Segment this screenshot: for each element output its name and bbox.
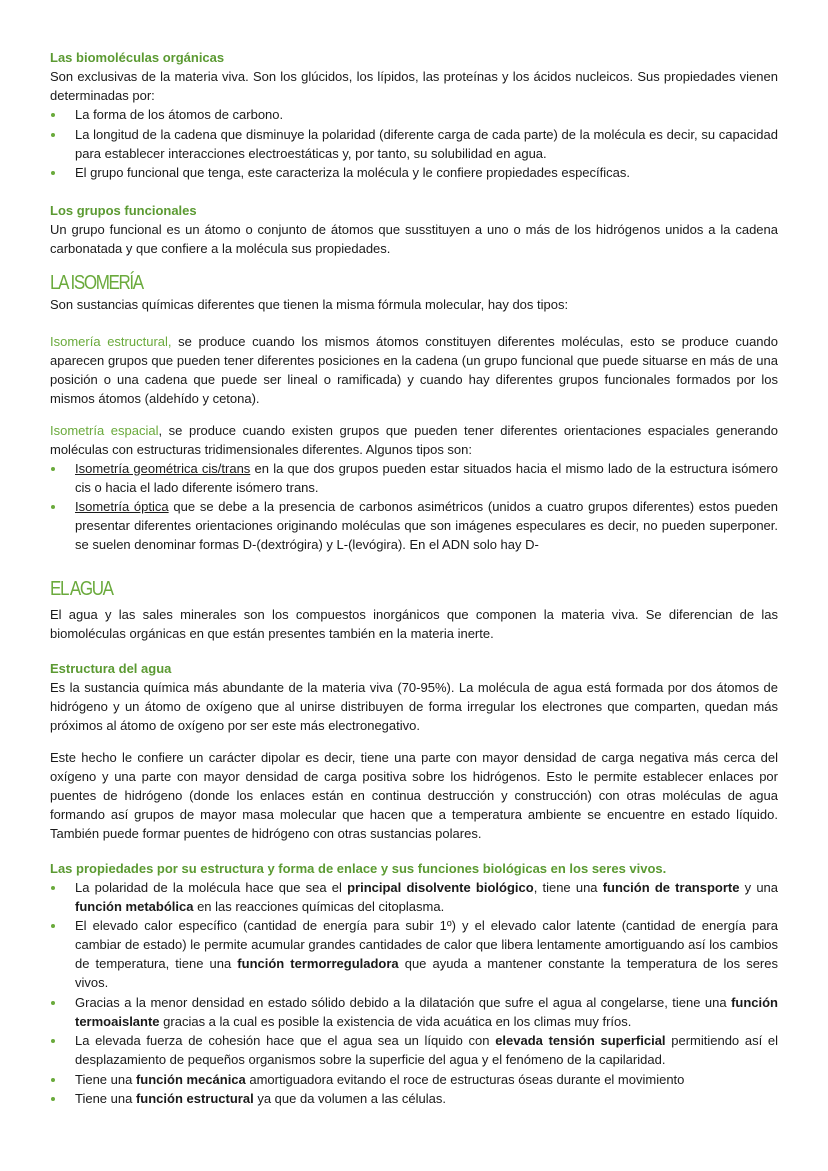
- bullet-list-propiedades: [50, 878, 778, 1109]
- item-text: La elevada fuerza de cohesión hace que el agua sea un líquido con: [75, 1033, 496, 1048]
- bold-term: elevada tensión superficial: [495, 1033, 666, 1048]
- bullet-list-isomeria: [50, 459, 778, 555]
- list-item: [50, 1089, 778, 1108]
- bold-term: función de transporte: [602, 879, 740, 895]
- section-heading-propiedades: Las propiedades por su estructura y forma de enlace y sus funciones biológicas en los seres vivos.: [50, 860, 667, 876]
- list-item: El grupo funcional que tenga, este caracteriza la molécula y le confiere propiedades específicas.: [50, 163, 778, 182]
- paragraph: El agua y las sales minerales son los compuestos inorgánicos que componen la materia viva. Se diferencian de las biomoléculas orgánicas en que están presentes también en la materia inerte.: [50, 606, 778, 641]
- paragraph-espacial: [50, 421, 778, 459]
- term-label: Isometría espacial: [50, 422, 159, 438]
- paragraph: Un grupo funcional es un átomo o conjunto de átomos que susstituyen a uno o más de los hidrógenos unidos a la cadena carbonatada y que confiere a la molécula sus propiedades.: [50, 221, 778, 256]
- list-item: La longitud de la cadena que disminuye la polaridad (diferente carga de cada parte) de la molécula es decir, su capacidad para establecer interacciones electroestáticas y, por tanto, su solubilidad en agua.: [50, 125, 778, 163]
- item-text: , tiene una: [533, 879, 603, 895]
- item-text: y una: [739, 879, 779, 895]
- item-text: El elevado calor específico (cantidad de energía para subir 1º) y el elevado calor latente (cantidad de energía para cambiar de estado) le permite acumular grandes cantidades de calor que libera lentamente amortiguando así los cambios de temperatura, tiene una: [75, 918, 778, 971]
- item-text: que se debe a la presencia de carbonos asimétricos (unidos a cuatro grupos diferentes) estos pueden presentar diferentes orientaciones originando moléculas que son imágenes especulares es decir, no pueden superponer. se suelen denominar formas D-(dextrógira) y L-(levógira). En el ADN solo hay D-: [75, 499, 778, 552]
- section-heading-estructura: Estructura del agua: [50, 660, 172, 676]
- paragraph-estructural: [50, 332, 778, 408]
- item-text: que ayuda a mantener constante la temperatura de los seres vivos.: [75, 956, 778, 990]
- item-text: amortiguadora evitando el roce de estructuras óseas durante el movimiento: [245, 1071, 685, 1087]
- list-item: [50, 916, 778, 992]
- section-heading-biomoleculas: Las biomoléculas orgánicas: [50, 50, 225, 65]
- document-page: [50, 48, 778, 1109]
- item-text: La polaridad de la molécula hace que sea el: [75, 879, 348, 895]
- item-text: Gracias a la menor densidad en estado sólido debido a la dilatación que sufre el agua al congelarse, tiene una: [75, 994, 732, 1010]
- bold-term: función mecánica: [135, 1071, 246, 1087]
- paragraph: Este hecho le confiere un carácter dipolar es decir, tiene una parte con mayor densidad de carga negativa más cerca del oxígeno y una parte con mayor densidad de carga positiva sobre los hidrógenos. Esto le permite establecer enlaces por puentes de hidrógeno (donde los enlaces están en continua destrucción y construcción) con otras moléculas de agua formando así grupos de mayor masa molecular que hacen que a temperatura ambiente se encuentre en estado líquido. También puede formar puentes de hidrógeno con otras sustancias polares.: [50, 749, 778, 841]
- chapter-heading-agua: EL AGUA: [50, 577, 113, 600]
- bold-term: principal disolvente biológico: [347, 879, 534, 895]
- term-label: Isomería estructural,: [50, 333, 172, 349]
- paragraph: Son exclusivas de la materia viva. Son los glúcidos, los lípidos, las proteínas y los ácidos nucleicos. Sus propiedades vienen determinadas por:: [50, 69, 778, 103]
- list-item: [50, 1070, 778, 1089]
- bold-term: función termorreguladora: [237, 956, 399, 971]
- paragraph-text: se produce cuando los mismos átomos constituyen diferentes moléculas, esto se produce cuando aparecen grupos que pueden tener diferentes posiciones en la cadena (un grupo funcional que puede situarse en más de una posición o una cadena que puede ser lineal o ramificada) y cuando hay diferentes grupos funcionales formados por los mismos átomos (aldehído y cetona).: [50, 333, 778, 406]
- item-text: ya que da volumen a las células.: [253, 1091, 446, 1106]
- list-item: [50, 497, 778, 554]
- paragraph: Son sustancias químicas diferentes que tienen la misma fórmula molecular, hay dos tipos:: [50, 296, 569, 312]
- item-text: en las reacciones químicas del citoplasma.: [193, 898, 445, 914]
- list-item: La forma de los átomos de carbono.: [50, 105, 778, 124]
- section-heading-grupos: Los grupos funcionales: [50, 202, 197, 218]
- bold-term: función estructural: [135, 1091, 254, 1106]
- list-item: [50, 1031, 778, 1069]
- bullet-list-biomoleculas: [50, 105, 778, 182]
- item-text: permitiendo así el desplazamiento de pequeños organismos sobre la superficie del agua y el fenómeno de la capilaridad.: [75, 1033, 779, 1067]
- list-item: [50, 878, 778, 916]
- item-text: gracias a la cual es posible la existencia de vida acuática en los climas muy fríos.: [159, 1013, 632, 1029]
- underlined-term: Isometría óptica: [75, 499, 169, 514]
- item-text: Tiene una: [75, 1091, 136, 1106]
- paragraph: Es la sustancia química más abundante de la materia viva (70-95%). La molécula de agua está formada por dos átomos de hidrógeno y un átomo de oxígeno que al unirse distribuyen de forma irregular los electrones que comparten, quedan más próximos al átomo de oxígeno por ser este más electronegativo.: [50, 679, 778, 733]
- list-item: [50, 993, 778, 1031]
- underlined-term: Isometría geométrica cis/trans: [75, 460, 251, 476]
- bold-term: función metabólica: [75, 898, 194, 914]
- item-text: en la que dos grupos pueden estar situados hacia el mismo lado de la estructura isómero cis o hacia el lado diferente isómero trans.: [75, 460, 778, 495]
- paragraph-text: , se produce cuando existen grupos que pueden tener diferentes orientaciones espaciales generando moléculas con estructuras tridimensionales diferentes. Algunos tipos son:: [50, 422, 779, 457]
- chapter-heading-isomeria: LA ISOMERÍA: [50, 271, 143, 294]
- list-item: [50, 459, 778, 497]
- bold-term: función termoaislante: [75, 994, 778, 1029]
- item-text: Tiene una: [75, 1071, 136, 1087]
